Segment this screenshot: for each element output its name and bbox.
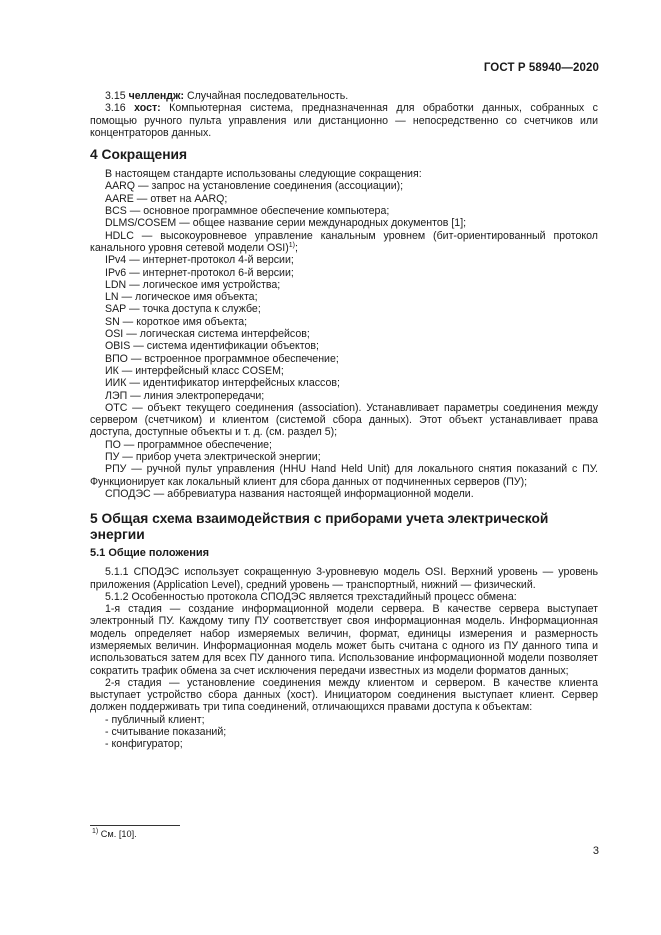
definition-3-15 xyxy=(90,90,598,102)
abbreviation-item: РПУ — ручной пульт управления (HHU Hand Held Unit) для локального снятия показаний с ПУ. Функционирует как локальный клиент для сбора данных от подчиненных серверов (ПУ); xyxy=(90,463,598,488)
abbreviation-item: OSI — логическая система интерфейсов; xyxy=(105,328,310,341)
definition-term: челлендж: xyxy=(128,90,184,102)
punctuation: ; xyxy=(294,241,298,254)
definition-term: хост: xyxy=(134,102,161,115)
abbreviation-item: SN — короткое имя объекта; xyxy=(105,315,248,328)
paragraph: 2-я стадия — установление соединения между клиентом и сервером. В качестве клиента выступает устройство сбора данных (хост). Инициатором соединения выступает клиент. Сервер должен поддерживать три типа соединений, отличающихся правами доступа к объектам: xyxy=(90,676,598,714)
abbreviation-item: SAP — точка доступа к службе; xyxy=(105,303,261,316)
abbreviation-item: BCS — основное программное обеспечение компьютера; xyxy=(105,205,390,218)
abbreviation-item-hdlc xyxy=(90,230,598,255)
abbreviations-intro: В настоящем стандарте использованы следующие сокращения: xyxy=(105,168,422,181)
abbreviation-item: ВПО — встроенное программное обеспечение; xyxy=(105,352,339,365)
list-item: - конфигуратор; xyxy=(105,738,183,751)
abbreviation-item: ИК — интерфейсный класс COSEM; xyxy=(105,364,284,377)
subsection-5-1-title: 5.1 Общие положения xyxy=(90,547,210,560)
list-item: - считывание показаний; xyxy=(105,726,227,739)
abbreviation-item: LDN — логическое имя устройства; xyxy=(105,278,281,291)
list-item: - публичный клиент; xyxy=(105,713,205,726)
section-5-title: 5 Общая схема взаимодействия с приборами учета электрической энергии xyxy=(90,511,549,543)
abbreviation-item: DLMS/COSEM — общее название серии международных документов [1]; xyxy=(105,217,467,230)
footnote-marker: 1) xyxy=(92,828,99,835)
paragraph: 5.1.1 СПОДЭС использует сокращенную 3-уровневую модель OSI. Верхний уровень — уровень приложения (Application Level), средний уровень — транспортный, нижний — физический. xyxy=(90,566,598,591)
footnote-divider xyxy=(90,825,180,826)
abbreviation-item: IPv6 — интернет-протокол 6-й версии; xyxy=(105,266,294,279)
section-4-title: 4 Сокращения xyxy=(90,147,188,163)
definition-text: Компьютерная система, предназначенная для обработки данных, собранных с помощью ручного пульта управления или дистанционно — непосредственно со счетчиков или концентраторов данных. xyxy=(90,102,598,139)
abbreviation-item: IPv4 — интернет-протокол 4-й версии; xyxy=(105,254,294,267)
abbreviation-text: HDLC — высокоуровневое управление канальным уровнем (бит-ориентированный протокол канального уровня сетевой модели OSI) xyxy=(90,229,598,254)
footnote-ref[interactable]: 1) xyxy=(288,241,295,249)
abbreviation-item: AARE — ответ на AARQ; xyxy=(105,192,228,205)
abbreviation-item: ОТС — объект текущего соединения (association). Устанавливает параметры соединения между сервером (счетчиком) и клиентом (системой сбора данных). Этот объект устанавливает права доступа, доступные объекты и т. д. (см. раздел 5); xyxy=(90,401,598,439)
definition-text: Случайная последовательность. xyxy=(184,90,349,102)
abbreviation-item: ПО — программное обеспечение; xyxy=(105,438,272,451)
abbreviation-item: OBIS — система идентификации объектов; xyxy=(105,340,319,353)
definition-number: 3.16 xyxy=(105,102,126,115)
footnote-text: См. [10]. xyxy=(98,829,137,839)
abbreviation-item: ПУ — прибор учета электрической энергии; xyxy=(105,451,321,464)
footnote xyxy=(92,829,137,839)
definition-3-16 xyxy=(90,102,598,139)
page-number: 3 xyxy=(592,845,599,857)
definition-number: 3.15 xyxy=(105,90,126,102)
abbreviation-item: СПОДЭС — аббревиатура названия настоящей информационной модели. xyxy=(105,487,474,500)
page-content xyxy=(90,90,598,751)
abbreviation-item: ИИК — идентификатор интерфейсных классов; xyxy=(105,377,340,390)
abbreviation-item: LN — логическое имя объекта; xyxy=(105,291,258,304)
paragraph: 5.1.2 Особенностью протокола СПОДЭС является трехстадийный процесс обмена: xyxy=(105,590,517,603)
abbreviation-item: AARQ — запрос на установление соединения (ассоциации); xyxy=(105,180,404,193)
standard-header: ГОСТ Р 58940—2020 xyxy=(483,62,599,74)
abbreviation-item: ЛЭП — линия электропередачи; xyxy=(105,389,265,402)
paragraph: 1-я стадия — создание информационной модели сервера. В качестве сервера выступает электронный ПУ. Каждому типу ПУ соответствует своя информационная модель. Информационная модель определяет набор измеряемых величин, формат, единицы измерения и размерность измеряемых величин. Информационная модель может быть считана с одного из ПУ данного типа и использоваться затем для всех ПУ данного типа. Использование информационной модели позволяет сократить трафик обмена за счет исключения передачи известных из модели форматов данных; xyxy=(90,603,598,677)
